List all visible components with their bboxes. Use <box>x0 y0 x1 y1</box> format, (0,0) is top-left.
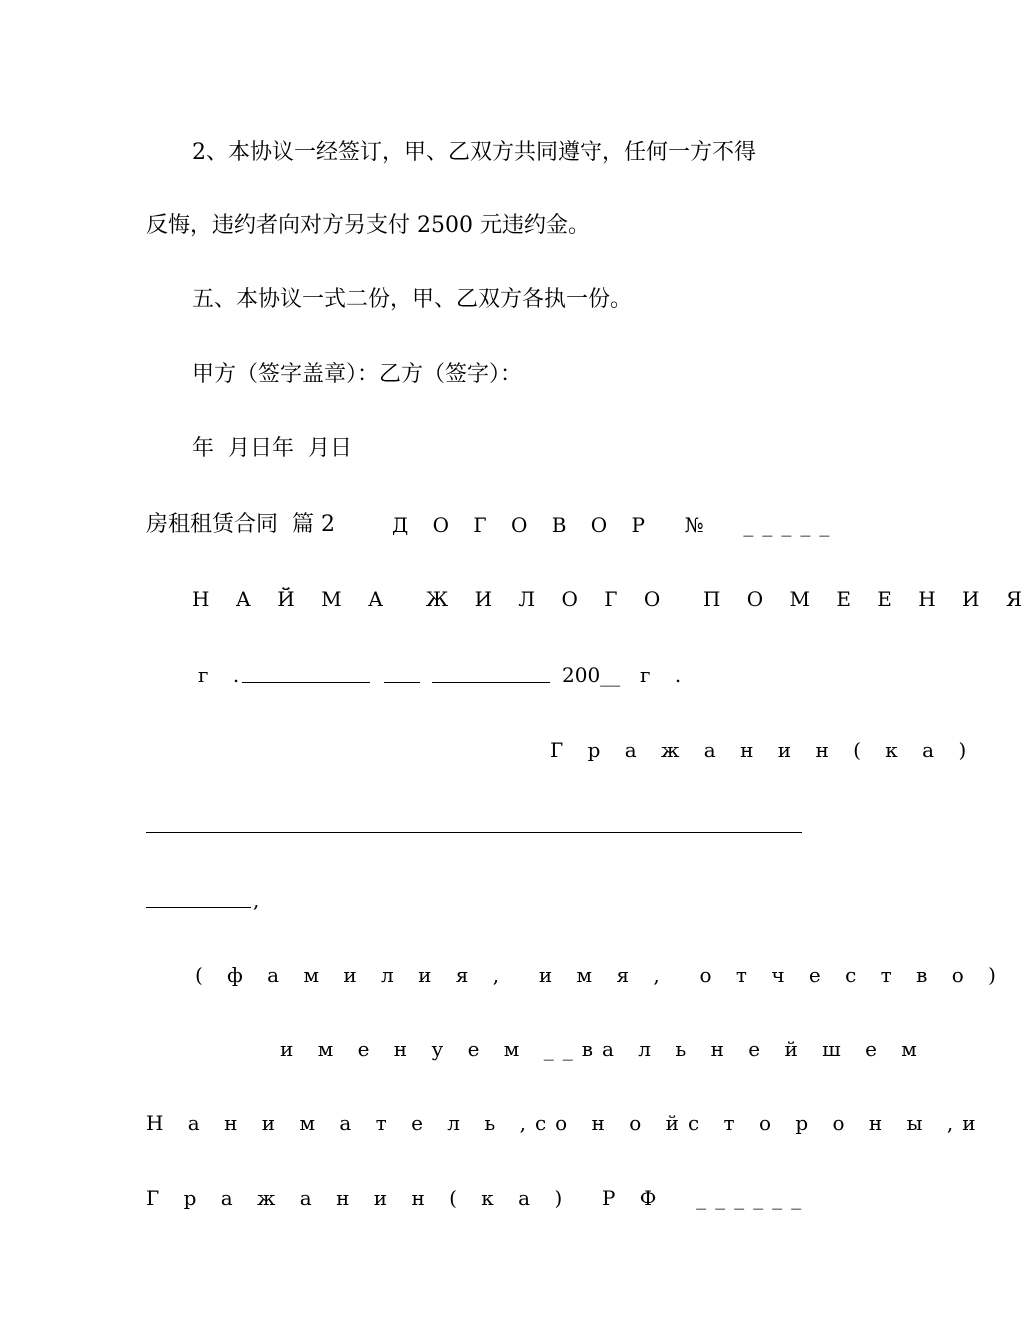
named-word: и м е н у е м __ <box>280 1037 582 1061</box>
citizen-rf-line: Г р а ж а н и н ( к а ) Р Ф ______ <box>146 1186 811 1210</box>
tenant-word: о н о й <box>555 1111 688 1135</box>
comma: , <box>253 888 260 912</box>
city-blank <box>242 682 370 683</box>
named-word: в <box>581 1037 602 1061</box>
date-prefix: г . <box>198 663 249 687</box>
signature-line: 甲方（签字盖章）：乙方（签字）： <box>192 362 523 387</box>
named-word: а л ь н е й ш е м <box>601 1037 926 1061</box>
name-blank-short <box>146 907 251 908</box>
month-blank <box>432 682 550 683</box>
citizen-label: Г р а ж а н и н ( к а ) <box>550 738 976 762</box>
date-suffix: г . <box>640 663 691 687</box>
tenant-word: Н а н и м а т е л ь , <box>146 1111 535 1135</box>
named-line <box>280 1034 926 1064</box>
clause-5: 五、本协议一式二份，甲、乙双方各执一份。 <box>192 287 633 312</box>
contract-title: Н А Й М А Ж И Л О Г О П О М Е Е Н И Я <box>192 587 1032 611</box>
section-heading: 房租租赁合同 篇 2 <box>146 512 335 537</box>
contract-number: Д О Г О В О Р № _____ <box>392 513 839 537</box>
year-field: 200__ <box>562 663 621 687</box>
day-blank <box>384 682 420 683</box>
tenant-word: и <box>962 1111 985 1135</box>
tenant-word: с т о р о н ы , <box>687 1111 963 1135</box>
date-line: 年 月日年 月日 <box>192 436 352 461</box>
fio-hint: ( ф а м и л и я , и м я , о т ч е с т в о ) <box>195 963 1005 987</box>
clause-2-line-2: 反悔，违约者向对方另支付 2500 元违约金。 <box>146 213 590 238</box>
name-blank-long <box>146 832 802 833</box>
tenant-word: с <box>534 1111 556 1135</box>
clause-2-line-1: 2、本协议一经签订，甲、乙双方共同遵守，任何一方不得 <box>192 140 756 165</box>
tenant-line <box>146 1108 985 1138</box>
